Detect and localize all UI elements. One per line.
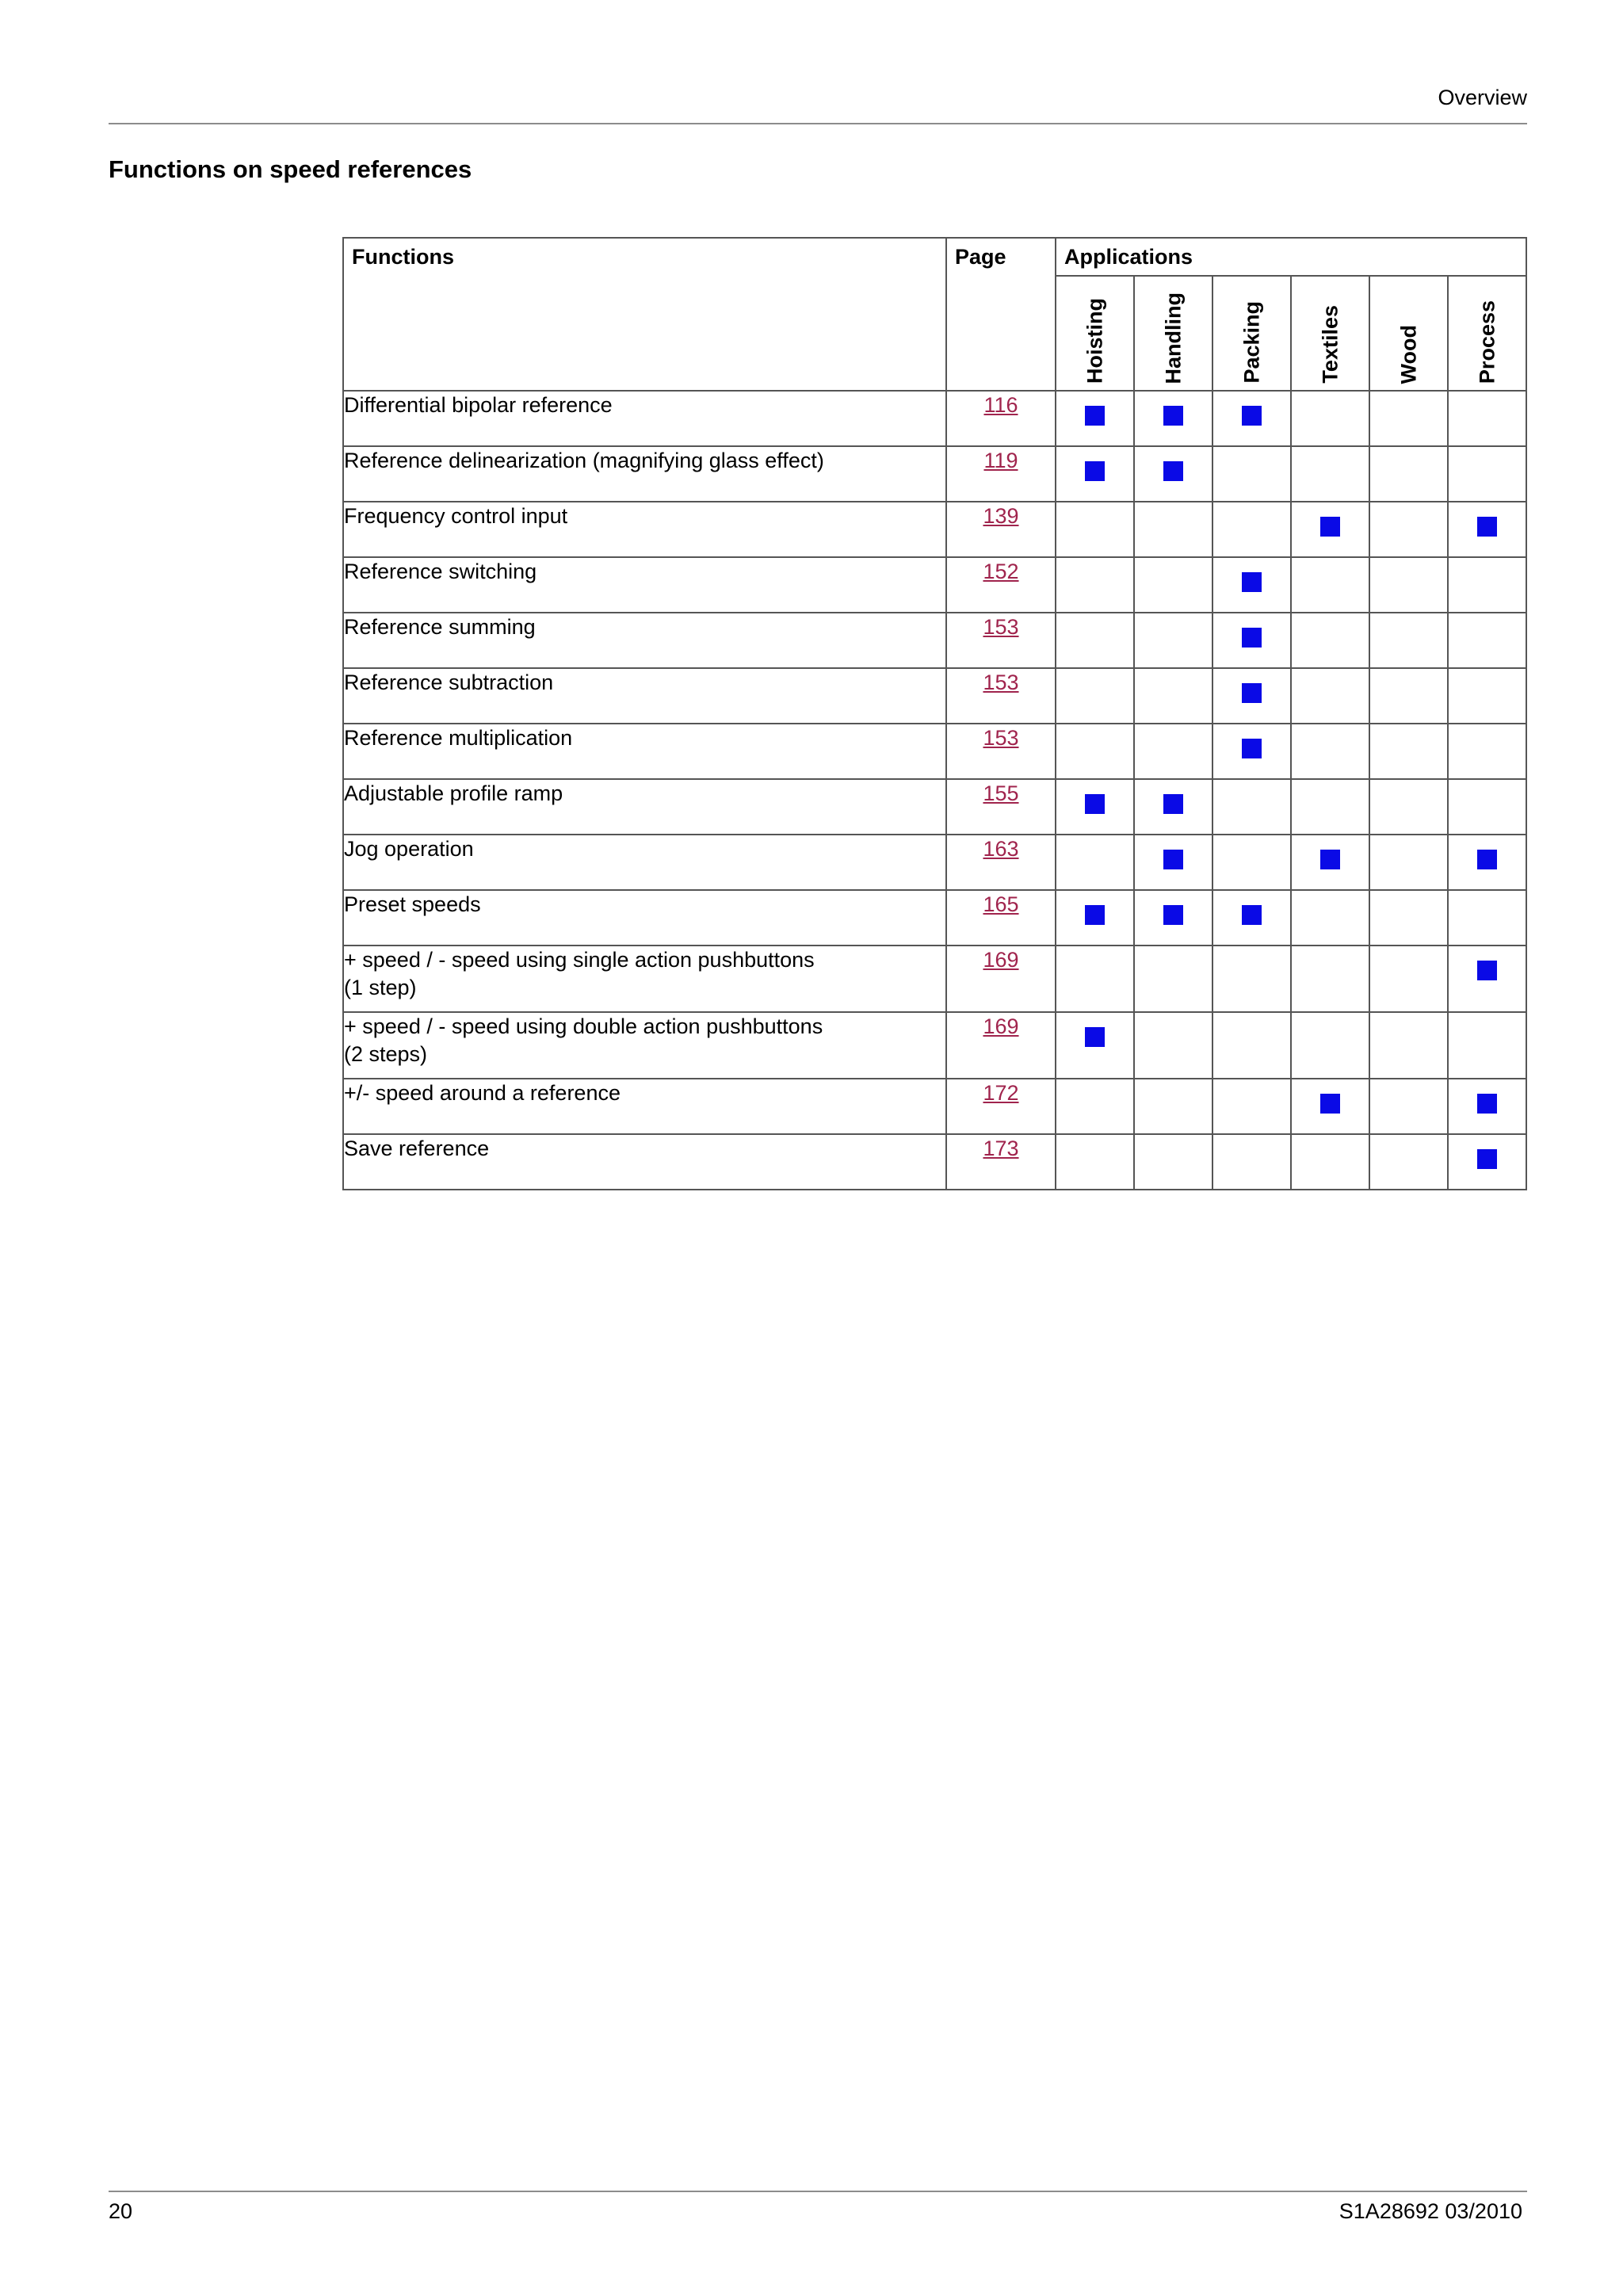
application-cell-wood [1369,1134,1448,1190]
application-cell-textiles [1291,668,1369,724]
filled-square-icon [1085,1027,1105,1047]
function-name: Differential bipolar reference [343,391,946,446]
app-label: Handling [1161,292,1185,384]
application-cell-textiles [1291,613,1369,668]
function-name: Preset speeds [343,890,946,946]
filled-square-icon [1477,1094,1497,1114]
application-cell-handling [1134,779,1212,835]
filled-square-icon [1477,961,1497,980]
application-cell-handling [1134,724,1212,779]
page-cell [946,1079,1056,1134]
filled-square-icon [1320,517,1340,537]
filled-square-icon [1477,517,1497,537]
application-cell-handling [1134,835,1212,890]
app-header-packing [1212,276,1291,391]
filled-square-icon [1477,1149,1497,1169]
page-link[interactable]: 172 [983,1081,1019,1105]
application-cell-packing [1212,835,1291,890]
table-row [343,446,1526,502]
page-cell [946,724,1056,779]
application-cell-handling [1134,446,1212,502]
table-row [343,1012,1526,1079]
page-link[interactable]: 153 [983,615,1019,639]
page-number: 20 [109,2199,133,2223]
application-cell-process [1448,668,1526,724]
filled-square-icon [1242,628,1262,648]
application-cell-wood [1369,668,1448,724]
col-header-page [946,238,1056,391]
app-label: Wood [1396,324,1420,384]
function-name: Adjustable profile ramp [343,779,946,835]
application-cell-handling [1134,557,1212,613]
page-cell [946,779,1056,835]
application-cell-wood [1369,724,1448,779]
table-row [343,502,1526,557]
application-cell-hoisting [1056,613,1134,668]
page-link[interactable]: 153 [983,670,1019,694]
application-cell-process [1448,890,1526,946]
page-cell [946,668,1056,724]
app-header-handling [1134,276,1212,391]
function-name: Frequency control input [343,502,946,557]
page-cell [946,1134,1056,1190]
application-cell-handling [1134,946,1212,1012]
application-cell-process [1448,1134,1526,1190]
app-header-textiles [1291,276,1369,391]
application-cell-textiles [1291,446,1369,502]
application-cell-process [1448,724,1526,779]
application-cell-packing [1212,446,1291,502]
application-cell-textiles [1291,779,1369,835]
application-cell-hoisting [1056,890,1134,946]
application-cell-handling [1134,668,1212,724]
col-header-functions [343,238,946,391]
application-cell-textiles [1291,724,1369,779]
application-cell-wood [1369,946,1448,1012]
filled-square-icon [1242,572,1262,592]
application-cell-packing [1212,502,1291,557]
application-cell-wood [1369,446,1448,502]
application-cell-hoisting [1056,557,1134,613]
table-row [343,1079,1526,1134]
page-cell [946,1012,1056,1079]
page-link[interactable]: 153 [983,726,1019,750]
page-link[interactable]: 119 [983,449,1018,472]
application-cell-handling [1134,613,1212,668]
app-header-process [1448,276,1526,391]
function-name: Reference delinearization (magnifying glass effect) [343,446,946,502]
application-cell-wood [1369,502,1448,557]
application-cell-handling [1134,1012,1212,1079]
filled-square-icon [1242,406,1262,426]
filled-square-icon [1320,850,1340,869]
application-cell-textiles [1291,890,1369,946]
application-cell-process [1448,557,1526,613]
table-row [343,613,1526,668]
table-body [343,391,1526,1190]
filled-square-icon [1085,461,1105,481]
application-cell-hoisting [1056,502,1134,557]
function-name: Reference switching [343,557,946,613]
filled-square-icon [1320,1094,1340,1114]
table-row [343,890,1526,946]
application-cell-process [1448,779,1526,835]
page-link[interactable]: 165 [983,892,1019,916]
application-cell-handling [1134,391,1212,446]
application-cell-hoisting [1056,391,1134,446]
application-cell-wood [1369,1012,1448,1079]
page-link[interactable]: 163 [983,837,1019,861]
application-cell-packing [1212,613,1291,668]
application-cell-hoisting [1056,446,1134,502]
table-row [343,779,1526,835]
application-cell-hoisting [1056,835,1134,890]
function-name: +/- speed around a reference [343,1079,946,1134]
filled-square-icon [1242,905,1262,925]
application-cell-process [1448,1079,1526,1134]
page-cell [946,890,1056,946]
function-name: + speed / - speed using single action pushbuttons (1 step) [343,946,946,1012]
application-cell-wood [1369,779,1448,835]
page-cell [946,446,1056,502]
application-cell-process [1448,1012,1526,1079]
application-cell-handling [1134,890,1212,946]
page-cell [946,502,1056,557]
filled-square-icon [1242,683,1262,703]
header-rule [109,123,1527,124]
function-name: Jog operation [343,835,946,890]
page-cell [946,391,1056,446]
application-cell-wood [1369,835,1448,890]
app-label: Hoisting [1083,298,1106,384]
filled-square-icon [1085,905,1105,925]
application-cell-wood [1369,890,1448,946]
footer-rule [109,2191,1527,2192]
application-cell-textiles [1291,835,1369,890]
col-header-page-label: Page [955,245,1006,269]
functions-table [342,237,1527,1190]
table-row [343,1134,1526,1190]
application-cell-packing [1212,557,1291,613]
app-label: Process [1475,300,1499,384]
col-header-functions-label: Functions [352,245,454,269]
table-row [343,835,1526,890]
filled-square-icon [1477,850,1497,869]
application-cell-hoisting [1056,1012,1134,1079]
filled-square-icon [1085,406,1105,426]
application-cell-packing [1212,391,1291,446]
page-link[interactable]: 139 [983,504,1019,528]
application-cell-packing [1212,779,1291,835]
running-header: Overview [1438,86,1527,109]
page-cell [946,835,1056,890]
col-header-applications [1056,238,1526,276]
app-label: Packing [1239,301,1263,384]
table-row [343,724,1526,779]
col-header-applications-label: Applications [1064,245,1193,269]
application-cell-textiles [1291,391,1369,446]
filled-square-icon [1163,794,1183,814]
page-cell [946,946,1056,1012]
page-cell [946,557,1056,613]
app-header-hoisting [1056,276,1134,391]
function-name: Reference subtraction [343,668,946,724]
page-link[interactable]: 173 [983,1137,1019,1160]
application-cell-process [1448,391,1526,446]
application-cell-textiles [1291,1134,1369,1190]
application-cell-process [1448,946,1526,1012]
page-link[interactable]: 116 [983,393,1018,417]
application-cell-handling [1134,1134,1212,1190]
function-name: Save reference [343,1134,946,1190]
application-cell-textiles [1291,1012,1369,1079]
page-link[interactable]: 155 [983,781,1019,805]
application-cell-hoisting [1056,1134,1134,1190]
filled-square-icon [1163,406,1183,426]
table-row [343,391,1526,446]
filled-square-icon [1163,461,1183,481]
page-link[interactable]: 169 [983,948,1019,972]
page-cell [946,613,1056,668]
application-cell-process [1448,613,1526,668]
application-cell-handling [1134,1079,1212,1134]
application-cell-hoisting [1056,724,1134,779]
application-cell-packing [1212,890,1291,946]
document-reference: S1A28692 03/2010 [1338,2199,1522,2223]
application-cell-packing [1212,1012,1291,1079]
application-cell-handling [1134,502,1212,557]
table-row [343,557,1526,613]
application-cell-textiles [1291,557,1369,613]
page-title: Functions on speed references [109,155,472,183]
application-cell-textiles [1291,502,1369,557]
application-cell-process [1448,446,1526,502]
application-cell-hoisting [1056,668,1134,724]
application-cell-wood [1369,613,1448,668]
application-cell-wood [1369,391,1448,446]
table-row [343,668,1526,724]
filled-square-icon [1085,794,1105,814]
application-cell-hoisting [1056,1079,1134,1134]
function-name: Reference summing [343,613,946,668]
application-cell-packing [1212,1079,1291,1134]
application-cell-hoisting [1056,946,1134,1012]
filled-square-icon [1242,739,1262,758]
page-link[interactable]: 169 [983,1014,1019,1038]
application-cell-wood [1369,557,1448,613]
application-cell-packing [1212,724,1291,779]
table-row [343,946,1526,1012]
page-link[interactable]: 152 [983,560,1019,583]
function-name: Reference multiplication [343,724,946,779]
application-cell-process [1448,835,1526,890]
application-cell-packing [1212,1134,1291,1190]
application-cell-packing [1212,668,1291,724]
application-cell-wood [1369,1079,1448,1134]
application-cell-textiles [1291,1079,1369,1134]
function-name: + speed / - speed using double action pushbuttons (2 steps) [343,1012,946,1079]
application-cell-hoisting [1056,779,1134,835]
filled-square-icon [1163,905,1183,925]
application-cell-process [1448,502,1526,557]
application-cell-textiles [1291,946,1369,1012]
application-cell-packing [1212,946,1291,1012]
filled-square-icon [1163,850,1183,869]
app-header-wood [1369,276,1448,391]
app-label: Textiles [1318,305,1342,384]
